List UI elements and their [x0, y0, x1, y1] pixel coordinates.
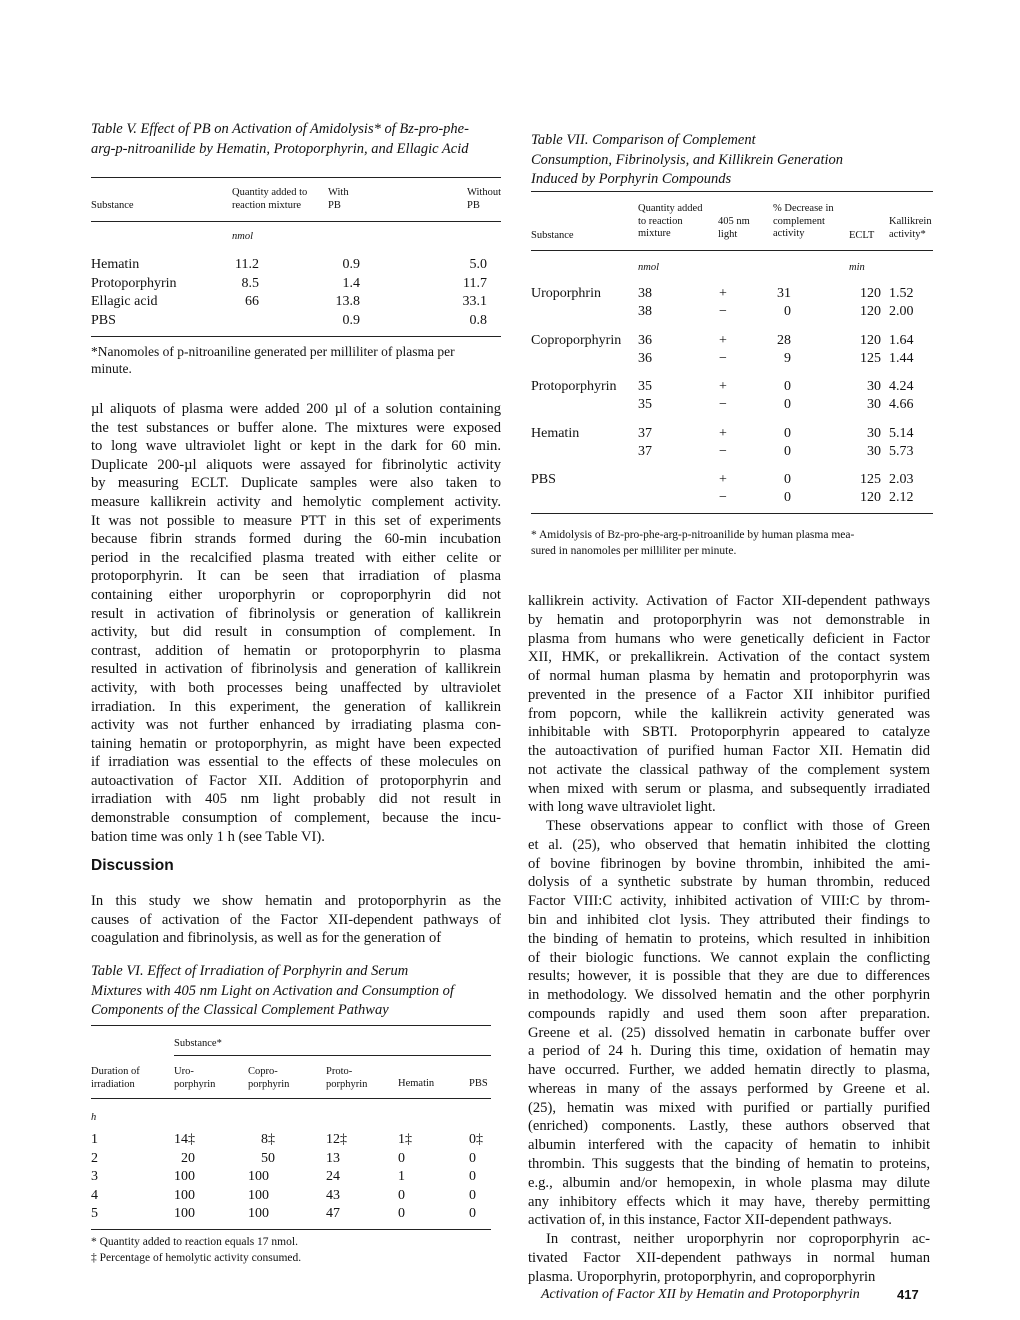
text-line: Duplicate 200-µl aliquots were assayed for fibrinolytic activity — [91, 456, 501, 473]
table-row — [91, 1151, 491, 1169]
footnote-line: * Amidolysis of Bz-pro-phe-arg-p-nitroanilide by human plasma mea- — [531, 529, 855, 541]
h: Proto- — [326, 1066, 353, 1077]
cell-substance: Ellagic acid — [91, 294, 158, 309]
cell-with-pb: 0.9 — [342, 312, 360, 328]
text-line: demonstrable consumption of complement, because the incu- — [91, 810, 501, 827]
cell-hematin: 1‡ — [398, 1132, 412, 1147]
text-line: (25), hematin was mixed with purified or partially purified — [528, 1099, 930, 1116]
body-paragraph — [91, 400, 501, 846]
cell-without-pb: 11.7 — [463, 275, 487, 291]
text-line: Factor VIII:C activity, inhibited activation of VIII:C by throm- — [528, 893, 930, 910]
cell-proto: 24 — [326, 1169, 340, 1184]
table-7 — [531, 131, 933, 557]
header-without-pb — [467, 187, 501, 212]
text-line: activity, with both processes being unaffected by ultraviolet — [91, 679, 501, 696]
text-line: coagulation and fibrinolysis, as well as for the generation of — [91, 930, 442, 947]
text-line: of their biologic functions. We cannot explain the conflicting — [528, 949, 930, 966]
cell-eclt: 120 — [860, 490, 881, 506]
text-line: µl aliquots of plasma were added 200 µl of a solution containing — [91, 401, 501, 417]
table-row — [531, 426, 933, 444]
cell-hematin: 0 — [398, 1150, 405, 1166]
cell-quantity: 35 — [638, 379, 652, 394]
footnote-line: * Quantity added to reaction equals 17 nmol. — [91, 1236, 298, 1248]
h: Quantity added to — [232, 187, 308, 198]
cell-quantity: 37 — [638, 425, 652, 441]
cell-kallikrein: 4.24 — [889, 379, 914, 394]
unit-label: nmol — [232, 231, 253, 242]
cell-proto: 12‡ — [326, 1132, 347, 1147]
text-line: protoporphyrin. It can be seen that irradiation of plasma — [91, 568, 501, 585]
cell-pbs: 0‡ — [469, 1132, 483, 1147]
h: porphyrin — [174, 1078, 216, 1090]
text-line: not activate the classical pathway of the complement system — [528, 761, 930, 778]
cell-405nm-light: − — [719, 350, 727, 366]
cell-duration: 3 — [91, 1169, 98, 1184]
h: PB — [467, 199, 480, 211]
cell-kallikrein: 2.00 — [889, 304, 914, 320]
table-row — [91, 276, 501, 294]
table-row — [91, 294, 501, 312]
h: complement — [773, 215, 825, 227]
header-with-pb — [328, 187, 349, 212]
header-substance: Substance — [91, 200, 134, 211]
cell-kallikrein: 5.73 — [889, 443, 914, 459]
h: mixture — [638, 228, 671, 239]
table-row — [531, 397, 933, 415]
cell-405nm-light: + — [719, 286, 727, 301]
table-row — [91, 1206, 491, 1224]
text-line: bin and inhibited clot lysis. They attributed their findings to — [528, 912, 930, 929]
table-row — [91, 1188, 491, 1206]
cell-405nm-light: + — [719, 425, 727, 441]
cell-eclt: 120 — [860, 304, 881, 320]
table-6 — [91, 962, 491, 1264]
cell-decrease: 0 — [784, 490, 791, 506]
caption-line: Consumption, Fibrinolysis, and Killikrein Generation — [531, 151, 844, 168]
cell-pbs: 0 — [469, 1206, 476, 1221]
text-line: Greene et al. (25) dissolved hematin in carbonate buffer over — [528, 1024, 930, 1041]
cell-decrease: 0 — [784, 472, 791, 487]
text-line: bation time was only 1 h (see Table VI). — [91, 828, 325, 845]
cell-substance: Protoporphyrin — [91, 275, 177, 291]
cell-405nm-light: − — [719, 490, 727, 506]
text-line: activity, but did result in consumption of complement. In — [91, 624, 501, 641]
paragraph — [528, 817, 930, 1230]
h: % Decrease in — [773, 203, 834, 214]
cell-with-pb: 0.9 — [342, 257, 360, 272]
cell-pbs: 0 — [469, 1150, 476, 1166]
cell-substance: Hematin — [91, 257, 140, 272]
text-line: a period of 24 h. During this time, oxidation of hematin may — [528, 1043, 930, 1060]
h: reaction mixture — [232, 199, 302, 211]
h: activity — [773, 228, 805, 239]
cell-eclt: 30 — [867, 379, 881, 394]
table-row — [91, 1169, 491, 1187]
running-title: Activation of Factor XII by Hematin and Protoporphyrin — [541, 1287, 860, 1302]
cell-copro: 8‡ — [261, 1132, 275, 1147]
text-line: plasma. Uroporphyrin, protoporphyrin, and coproporphyrin — [528, 1268, 876, 1285]
cell-kallikrein: 1.52 — [889, 286, 914, 301]
text-line: the test substances or buffer alone. The mixtures were exposed — [91, 419, 501, 436]
table-5-footnote — [91, 343, 501, 377]
caption-line: Table VII. Comparison of Complement — [531, 132, 756, 148]
text-line: These observations appear to conflict with those of Green — [546, 818, 930, 835]
text-line: measure kallikrein activity and hemolytic complement activity. — [91, 493, 501, 510]
unit-label: h — [91, 1112, 97, 1123]
cell-quantity: 38 — [638, 286, 652, 301]
cell-decrease: 0 — [784, 379, 791, 394]
cell-kallikrein: 1.64 — [889, 332, 914, 348]
cell-substance: Uroporphrin — [531, 286, 601, 301]
footnote-line: minute. — [91, 361, 132, 376]
table-5-caption — [91, 120, 501, 159]
text-line: plasma from humans who were genetically deficient in Factor — [528, 630, 930, 647]
header-copro — [248, 1066, 289, 1091]
cell-uro: 14‡ — [174, 1132, 195, 1147]
caption-line: arg-p-nitroanilide by Hematin, Protoporphyrin, and Ellagic Acid — [91, 140, 469, 157]
text-line: contrast, addition of hematin or protoporphyrin to plasma — [91, 642, 501, 659]
cell-quantity: 36 — [638, 350, 652, 366]
unit-label: min — [849, 262, 865, 273]
cell-duration: 4 — [91, 1187, 98, 1203]
header-405nm-light — [718, 216, 750, 241]
cell-pbs: 0 — [469, 1187, 476, 1203]
text-line: XII, HMK, or prekallikrein. Activation of the contact system — [528, 649, 930, 666]
cell-decrease: 31 — [777, 286, 791, 301]
cell-405nm-light: + — [719, 379, 727, 394]
text-line: activation of, in this instance, Factor XII-dependent pathways. — [528, 1212, 892, 1229]
table-row — [531, 379, 933, 397]
caption-line: Table V. Effect of PB on Activation of Amidolysis* of Bz-pro-phe- — [91, 121, 469, 137]
cell-hematin: 0 — [398, 1187, 405, 1203]
table-row — [531, 444, 933, 462]
text-line: causes of activation of the Factor XII-dependent pathways of — [91, 911, 501, 928]
header-decrease — [773, 203, 834, 241]
text-line: by hematin and protoporphyrin was not demonstrable in — [528, 611, 930, 628]
text-line: have occurred. Further, we added hematin directly to plasma, — [528, 1062, 930, 1079]
footnote-line: *Nanomoles of p-nitroaniline generated per milliliter of plasma per — [91, 344, 455, 359]
footnote-line: sured in nanomoles per milliliter per minute. — [531, 545, 737, 557]
text-line: results; however, it is possible that they are due to differences — [528, 968, 930, 985]
cell-decrease: 9 — [784, 350, 791, 366]
text-line: (enriched) components. Lastly, these authors observed that — [528, 1118, 930, 1135]
h: Quantity added — [638, 203, 703, 214]
cell-duration: 2 — [91, 1150, 98, 1166]
header-substance: Substance — [531, 230, 574, 241]
h: With — [328, 187, 349, 198]
cell-duration: 5 — [91, 1206, 98, 1221]
cell-decrease: 0 — [784, 397, 791, 413]
header-substance-group: Substance* — [174, 1038, 222, 1049]
cell-kallikrein: 2.12 — [889, 490, 914, 506]
text-line: In this study we show hematin and protoporphyrin as the — [91, 893, 501, 909]
table-row — [531, 333, 933, 351]
cell-kallikrein: 5.14 — [889, 425, 914, 441]
cell-kallikrein: 1.44 — [889, 350, 914, 366]
header-kallikrein — [889, 216, 932, 241]
text-line: because fibrin strands formed during the 60-min incubation — [91, 531, 501, 548]
cell-eclt: 120 — [860, 286, 881, 301]
h: to reaction — [638, 215, 683, 227]
text-line: by measuring ECLT. Duplicate samples were also taken to — [91, 475, 501, 492]
text-line: irradiation. In this experiment, the generation of kallikrein — [91, 698, 501, 715]
cell-with-pb: 13.8 — [335, 294, 360, 309]
header-uro — [174, 1066, 215, 1091]
rule — [531, 250, 933, 251]
text-line: et al. (25), who observed that hematin inhibited the clotting — [528, 836, 930, 853]
cell-substance: Hematin — [531, 425, 580, 441]
cell-without-pb: 0.8 — [469, 312, 487, 328]
cell-eclt: 30 — [867, 425, 881, 441]
cell-proto: 13 — [326, 1150, 340, 1166]
text-line: activity was not further enhanced by irradiating plasma con- — [91, 717, 501, 734]
caption-line: Table VI. Effect of Irradiation of Porphyrin and Serum — [91, 963, 409, 979]
cell-hematin: 1 — [398, 1169, 405, 1184]
header-quantity — [638, 203, 702, 241]
h: irradiation — [91, 1078, 135, 1090]
text-line: the binding of hematin to proteins, which resulted in inhibition — [528, 930, 930, 947]
header-hematin: Hematin — [398, 1078, 435, 1089]
h: porphyrin — [248, 1078, 290, 1090]
rule — [91, 336, 501, 337]
text-line: compounds rapidly and used them soon after preparation. — [528, 1005, 930, 1022]
text-line: resulted in activation of fibrinolysis and generation of kallikrein — [91, 661, 501, 678]
header-proto — [326, 1066, 367, 1091]
cell-proto: 47 — [326, 1206, 340, 1221]
h: porphyrin — [326, 1078, 368, 1090]
h: Copro- — [248, 1066, 278, 1077]
section-heading-discussion: Discussion — [91, 857, 174, 874]
paragraph — [528, 592, 930, 817]
cell-405nm-light: − — [719, 443, 727, 459]
cell-quantity: 11.2 — [235, 257, 259, 272]
text-line: if irradiation was essential to the effects of these molecules on — [91, 754, 501, 771]
header-duration — [91, 1066, 140, 1091]
header-pbs: PBS — [469, 1078, 488, 1089]
text-line: to long wave ultraviolet light or kept in the dark for 60 min. — [91, 438, 501, 455]
caption-line: Induced by Porphyrin Compounds — [531, 171, 732, 187]
cell-eclt: 30 — [867, 397, 881, 413]
cell-uro: 100 — [174, 1206, 195, 1221]
text-line: taining hematin or protoporphyrin, as might have been expected — [91, 735, 501, 752]
paragraph — [528, 1230, 930, 1286]
cell-substance: Protoporphyrin — [531, 379, 617, 394]
table-6-caption — [91, 962, 491, 1021]
cell-without-pb: 33.1 — [462, 294, 487, 309]
h: Without — [467, 187, 501, 198]
rule — [174, 1055, 491, 1056]
text-line: irradiation with 405 nm light probably did not result in — [91, 791, 501, 808]
text-line: albumin interfered with the capacity of hematin to inhibit — [528, 1137, 930, 1154]
text-line: result in activation of fibrinolysis or generation of kallikrein — [91, 605, 501, 622]
rule — [91, 1098, 491, 1099]
cell-decrease: 0 — [784, 304, 791, 320]
text-line: kallikrein activity. Activation of Factor XII-dependent pathways — [528, 593, 930, 609]
table-row — [531, 472, 933, 490]
text-line: inhibitable with SBTI. Protoporphyrin appeared to catalyze — [528, 724, 930, 741]
cell-copro: 100 — [248, 1187, 269, 1203]
text-line: whereas in many of the assays performed by Greene et al. — [528, 1080, 930, 1097]
cell-without-pb: 5.0 — [469, 257, 487, 272]
cell-quantity: 66 — [245, 294, 259, 309]
table-row — [91, 313, 501, 331]
text-line: from popcorn, while the kallikrein activity generated was — [528, 705, 930, 722]
cell-405nm-light: + — [719, 332, 727, 348]
text-line: thrombin. This suggests that the binding of hematin to proteins, — [528, 1155, 930, 1172]
table-row — [91, 257, 501, 275]
rule — [531, 191, 933, 192]
cell-quantity: 35 — [638, 397, 652, 413]
cell-decrease: 0 — [784, 425, 791, 441]
cell-eclt: 120 — [860, 332, 881, 348]
rule — [91, 177, 501, 178]
h: Duration of — [91, 1066, 140, 1077]
right-column-body — [528, 592, 930, 1286]
cell-substance: PBS — [91, 312, 116, 328]
table-7-caption — [531, 131, 933, 190]
table-row — [531, 490, 933, 508]
cell-duration: 1 — [91, 1132, 98, 1147]
header-eclt: ECLT — [849, 230, 875, 241]
h: 405 nm — [718, 216, 750, 227]
cell-uro: 100 — [174, 1169, 195, 1184]
text-line: of normal human plasma by hematin and protoporphyrin was — [528, 668, 930, 685]
table-7-footnote — [531, 527, 933, 559]
text-line: tivated Factor XII-dependent pathways in normal human — [528, 1249, 930, 1266]
cell-eclt: 125 — [860, 472, 881, 487]
cell-kallikrein: 4.66 — [889, 397, 914, 413]
text-line: autoactivation of Factor XII. Addition of protoporphyrin and — [91, 772, 501, 789]
cell-uro: 100 — [174, 1187, 195, 1203]
cell-copro: 50 — [261, 1150, 275, 1166]
text-line: period in the recalcified plasma treated with either celite or — [91, 549, 501, 566]
cell-eclt: 30 — [867, 443, 881, 459]
footnote-line: ‡ Percentage of hemolytic activity consumed. — [91, 1252, 302, 1264]
text-line: prevented in the presence of a Factor XII inhibitor purified — [528, 686, 930, 703]
h: Kallikrein — [889, 216, 932, 227]
unit-label: nmol — [638, 262, 659, 273]
cell-kallikrein: 2.03 — [889, 472, 914, 487]
cell-405nm-light: − — [719, 397, 727, 413]
cell-405nm-light: − — [719, 304, 727, 320]
caption-line: Components of the Classical Complement Pathway — [91, 1002, 389, 1018]
h: light — [718, 228, 738, 240]
text-line: In contrast, neither uroporphyrin nor coproporphyrin ac- — [546, 1231, 930, 1248]
cell-proto: 43 — [326, 1187, 340, 1203]
page-number: 417 — [897, 1287, 919, 1302]
text-line: with long wave ultraviolet light. — [528, 799, 716, 816]
rule — [91, 1229, 491, 1230]
table-5 — [91, 120, 501, 376]
cell-with-pb: 1.4 — [342, 275, 360, 291]
cell-copro: 100 — [248, 1206, 269, 1221]
text-line: when mixed with serum or plasma, and subsequently irradiated — [528, 780, 930, 797]
cell-copro: 100 — [248, 1169, 269, 1184]
h: PB — [328, 199, 341, 211]
table-row — [531, 304, 933, 322]
cell-substance: PBS — [531, 472, 556, 487]
header-quantity — [232, 187, 307, 212]
caption-line: Mixtures with 405 nm Light on Activation and Consumption of — [91, 982, 454, 999]
text-line: It was not possible to measure PTT in this set of experiments — [91, 512, 501, 529]
table-row — [91, 1132, 491, 1150]
cell-pbs: 0 — [469, 1169, 476, 1184]
cell-quantity: 38 — [638, 304, 652, 320]
cell-substance: Coproporphyrin — [531, 332, 622, 348]
text-line: any inhibitory effects which it may have, thereby permitting — [528, 1193, 930, 1210]
cell-hematin: 0 — [398, 1206, 405, 1221]
cell-decrease: 0 — [784, 443, 791, 459]
h: Uro- — [174, 1066, 194, 1077]
text-line: e.g., albumin and/or hemopexin, in whole plasma may dilute — [528, 1174, 930, 1191]
text-line: dolysis of a synthetic substrate by human thrombin, reduced — [528, 874, 930, 891]
cell-405nm-light: + — [719, 472, 727, 487]
rule — [91, 1025, 491, 1026]
table-row — [531, 286, 933, 304]
table-6-footnotes — [91, 1234, 301, 1266]
cell-eclt: 125 — [860, 350, 881, 366]
table-row — [531, 351, 933, 369]
text-line: the autoactivation of purified human Factor XII. Hematin did — [528, 743, 930, 760]
h: activity* — [889, 228, 926, 240]
rule — [91, 221, 501, 222]
text-line: of bovine fibrinogen by bovine thrombin, inhibited the ami- — [528, 855, 930, 872]
rule — [531, 513, 933, 514]
cell-uro: 20 — [181, 1150, 195, 1166]
cell-decrease: 28 — [777, 332, 791, 348]
cell-quantity: 36 — [638, 332, 652, 348]
discussion-paragraph — [91, 892, 501, 948]
text-line: containing either uroporphyrin or coproporphyrin did not — [91, 586, 501, 603]
cell-quantity: 8.5 — [241, 275, 259, 291]
text-line: in methodology. We dissolved hematin and the other porphyrin — [528, 987, 930, 1004]
cell-quantity: 37 — [638, 443, 652, 459]
